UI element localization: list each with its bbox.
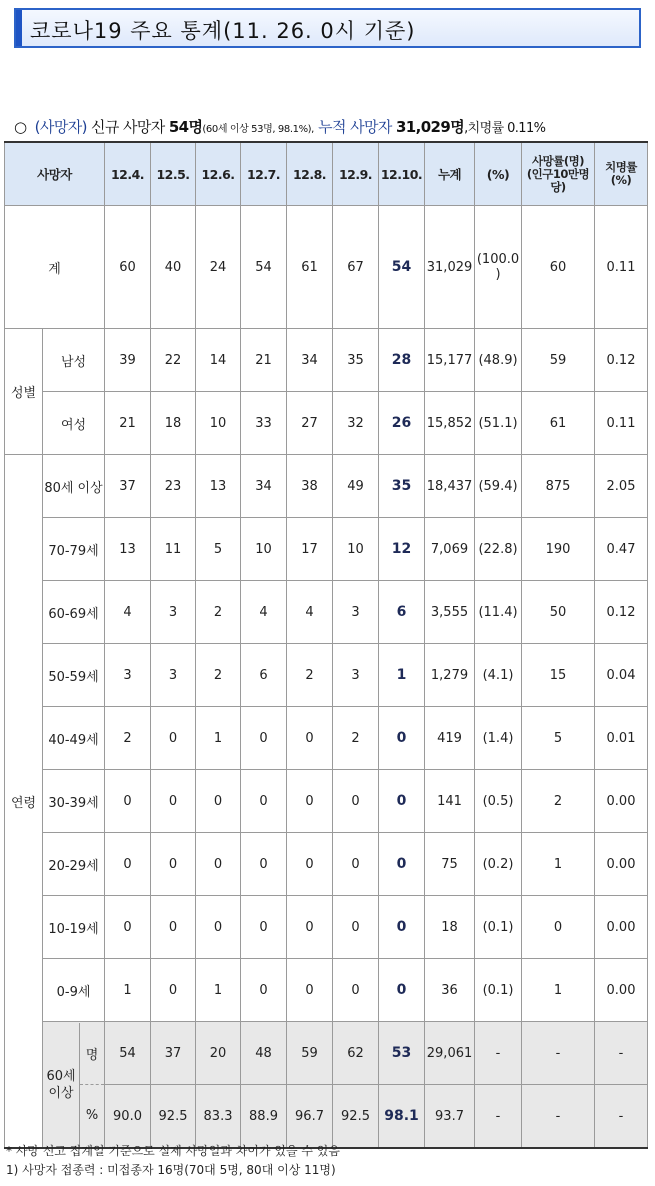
table-cell: 0 — [241, 959, 287, 1022]
table-cell: - — [595, 1022, 648, 1085]
table-cell: 0 — [287, 896, 333, 959]
table-cell: 12 — [379, 518, 425, 581]
group-label: 연령 — [5, 455, 43, 1149]
table-cell: 54 — [241, 206, 287, 329]
table-cell: (11.4) — [475, 581, 522, 644]
table-cell: 0 — [287, 959, 333, 1022]
footnotes — [6, 1142, 340, 1180]
table-cell: 3 — [151, 644, 196, 707]
table-cell: 54 — [379, 206, 425, 329]
header-cell: 12.7. — [241, 142, 287, 206]
over60-percent-label: % — [85, 1108, 99, 1124]
row-label: 여성 — [43, 392, 105, 455]
table-cell: 3,555 — [425, 581, 475, 644]
table-cell: 0 — [287, 707, 333, 770]
header-cell: 12.4. — [105, 142, 151, 206]
table-cell: 0 — [287, 770, 333, 833]
table-cell: 98.1 — [379, 1085, 425, 1149]
table-cell: 5 — [522, 707, 595, 770]
table-cell: 34 — [287, 329, 333, 392]
table-cell: 0 — [105, 770, 151, 833]
table-cell: 90.0 — [105, 1085, 151, 1149]
table-cell: (22.8) — [475, 518, 522, 581]
table-cell: (48.9) — [475, 329, 522, 392]
table-cell: (0.1) — [475, 896, 522, 959]
table-cell: 0 — [151, 833, 196, 896]
group-label: 성별 — [5, 329, 43, 455]
table-cell: 1 — [196, 707, 241, 770]
title-bar — [14, 8, 641, 48]
table-cell: 10 — [196, 392, 241, 455]
table-cell: 37 — [105, 455, 151, 518]
header-cell: 사망자 — [5, 142, 105, 206]
table-cell: - — [595, 1085, 648, 1149]
summary-new-label: 신규 사망자 — [91, 118, 165, 136]
table-cell: 3 — [333, 644, 379, 707]
header-cell: 사망률(명) (인구10만명당) — [522, 142, 595, 206]
header-cell: 12.8. — [287, 142, 333, 206]
row-label: 남성 — [43, 329, 105, 392]
table-cell: 34 — [241, 455, 287, 518]
table-cell: 2 — [196, 644, 241, 707]
table-cell: 39 — [105, 329, 151, 392]
table-cell: 0.12 — [595, 581, 648, 644]
table-row — [5, 392, 648, 455]
table-row — [5, 581, 648, 644]
header-cell: 12.9. — [333, 142, 379, 206]
table-cell: 4 — [287, 581, 333, 644]
header-cell: 12.6. — [196, 142, 241, 206]
bullet-circle-icon: ○ — [14, 118, 27, 136]
title-accent — [16, 10, 22, 46]
table-cell: 1 — [196, 959, 241, 1022]
table-cell: 1 — [105, 959, 151, 1022]
over60-label-cell — [43, 1022, 105, 1149]
table-cell: 15,177 — [425, 329, 475, 392]
table-cell: 62 — [333, 1022, 379, 1085]
table-cell: 0.00 — [595, 770, 648, 833]
table-row — [5, 518, 648, 581]
header-cell: 12.5. — [151, 142, 196, 206]
table-cell: (4.1) — [475, 644, 522, 707]
table-cell: 0 — [241, 833, 287, 896]
table-cell: 0.00 — [595, 833, 648, 896]
table-cell: 22 — [151, 329, 196, 392]
row-label: 0-9세 — [43, 959, 105, 1022]
table-cell: 75 — [425, 833, 475, 896]
table-cell: 17 — [287, 518, 333, 581]
table-cell: 0.11 — [595, 392, 648, 455]
summary-cum-count: 31,029명 — [395, 118, 465, 136]
table-cell: 0.47 — [595, 518, 648, 581]
table-cell: 38 — [287, 455, 333, 518]
table-cell: 7,069 — [425, 518, 475, 581]
over60-group-label: 60세 이상 — [43, 1023, 80, 1147]
table-cell: 0 — [105, 896, 151, 959]
table-cell: 54 — [105, 1022, 151, 1085]
row-label: 30-39세 — [43, 770, 105, 833]
row-label: 50-59세 — [43, 644, 105, 707]
row-label: 40-49세 — [43, 707, 105, 770]
table-cell: 18,437 — [425, 455, 475, 518]
summary-line — [14, 116, 654, 137]
table-cell: 59 — [287, 1022, 333, 1085]
table-cell: 48 — [241, 1022, 287, 1085]
table-cell: 35 — [379, 455, 425, 518]
row-label: 60-69세 — [43, 581, 105, 644]
table-cell: 88.9 — [241, 1085, 287, 1149]
table-cell: 93.7 — [425, 1085, 475, 1149]
table-cell: 3 — [333, 581, 379, 644]
table-cell: (0.1) — [475, 959, 522, 1022]
table-cell: 27 — [287, 392, 333, 455]
table-cell: 59 — [522, 329, 595, 392]
row-label: 20-29세 — [43, 833, 105, 896]
table-cell: 15 — [522, 644, 595, 707]
table-cell: 96.7 — [287, 1085, 333, 1149]
table-cell: 24 — [196, 206, 241, 329]
table-row — [5, 206, 648, 329]
table-row — [5, 896, 648, 959]
table-cell: 0 — [379, 770, 425, 833]
table-cell: 2 — [105, 707, 151, 770]
table-cell: 0 — [151, 959, 196, 1022]
header-cell: (%) — [475, 142, 522, 206]
table-cell: (51.1) — [475, 392, 522, 455]
table-cell: 0.00 — [595, 959, 648, 1022]
table-cell: 0.12 — [595, 329, 648, 392]
table-cell: 1,279 — [425, 644, 475, 707]
table-cell: 0 — [522, 896, 595, 959]
table-cell: (0.2) — [475, 833, 522, 896]
table-cell: 67 — [333, 206, 379, 329]
table-cell: - — [522, 1085, 595, 1149]
table-cell: 0 — [379, 707, 425, 770]
table-cell: 29,061 — [425, 1022, 475, 1085]
table-cell: 1 — [379, 644, 425, 707]
table-cell: 1 — [522, 833, 595, 896]
table-cell: 83.3 — [196, 1085, 241, 1149]
table-cell: 0 — [151, 707, 196, 770]
table-cell: 0 — [379, 833, 425, 896]
summary-new-count: 54명 — [168, 118, 203, 136]
table-cell: 1 — [522, 959, 595, 1022]
table-cell: 21 — [105, 392, 151, 455]
summary-head: (사망자) — [34, 118, 87, 136]
table-cell: 21 — [241, 329, 287, 392]
table-cell: 0 — [333, 770, 379, 833]
table-row — [5, 329, 648, 392]
table-cell: 0 — [151, 770, 196, 833]
table-cell: 33 — [241, 392, 287, 455]
table-cell: 50 — [522, 581, 595, 644]
table-cell: 4 — [241, 581, 287, 644]
table-cell: 37 — [151, 1022, 196, 1085]
table-cell: 2 — [196, 581, 241, 644]
table-cell: 28 — [379, 329, 425, 392]
table-cell: 0 — [379, 959, 425, 1022]
table-cell: (100.0 ) — [475, 206, 522, 329]
footnote: * 사망 신고 집계일 기준으로 실제 사망일과 차이가 있을 수 있음 — [6, 1144, 340, 1158]
table-cell: - — [475, 1085, 522, 1149]
header-cell: 치명률 (%) — [595, 142, 648, 206]
page-title: 코로나19 주요 통계(11. 26. 0시 기준) — [30, 19, 416, 43]
table-row — [5, 959, 648, 1022]
table-cell: 0.11 — [595, 206, 648, 329]
table-cell: 3 — [151, 581, 196, 644]
summary-cum-label: 누적 사망자 — [318, 118, 392, 136]
table-row — [5, 644, 648, 707]
table-cell: - — [522, 1022, 595, 1085]
table-cell: 61 — [522, 392, 595, 455]
row-label: 10-19세 — [43, 896, 105, 959]
table-cell: 0 — [196, 896, 241, 959]
header-row — [5, 142, 648, 206]
table-row — [5, 770, 648, 833]
table-cell: 40 — [151, 206, 196, 329]
table-cell: 419 — [425, 707, 475, 770]
table-cell: 0.04 — [595, 644, 648, 707]
table-cell: 2.05 — [595, 455, 648, 518]
table-cell: 14 — [196, 329, 241, 392]
table-cell: 2 — [522, 770, 595, 833]
table-cell: 32 — [333, 392, 379, 455]
table-cell: 0 — [241, 896, 287, 959]
table-cell: 0 — [105, 833, 151, 896]
table-cell: 0 — [333, 896, 379, 959]
table-cell: 0 — [287, 833, 333, 896]
table-row — [5, 1022, 648, 1085]
table-row — [5, 707, 648, 770]
table-cell: 61 — [287, 206, 333, 329]
table-cell: 0 — [333, 833, 379, 896]
table-row — [5, 833, 648, 896]
table-cell: 31,029 — [425, 206, 475, 329]
table-row — [5, 455, 648, 518]
table-cell: 60 — [522, 206, 595, 329]
table-cell: 10 — [241, 518, 287, 581]
table-cell: 0 — [241, 770, 287, 833]
table-cell: 141 — [425, 770, 475, 833]
header-cell: 누계 — [425, 142, 475, 206]
table-cell: 15,852 — [425, 392, 475, 455]
table-cell: 190 — [522, 518, 595, 581]
table-cell: 92.5 — [151, 1085, 196, 1149]
table-cell: 875 — [522, 455, 595, 518]
summary-new-detail: (60세 이상 53명, 98.1%), — [202, 124, 314, 135]
table-cell: (59.4) — [475, 455, 522, 518]
table-cell: 18 — [151, 392, 196, 455]
table-cell: 0 — [151, 896, 196, 959]
table-cell: 10 — [333, 518, 379, 581]
table-cell: 20 — [196, 1022, 241, 1085]
row-label: 70-79세 — [43, 518, 105, 581]
table-cell: 5 — [196, 518, 241, 581]
table-cell: 36 — [425, 959, 475, 1022]
row-label: 계 — [5, 206, 105, 329]
table-cell: 23 — [151, 455, 196, 518]
table-cell: 13 — [105, 518, 151, 581]
table-cell: 53 — [379, 1022, 425, 1085]
table-cell: 0.00 — [595, 896, 648, 959]
row-label: 80세 이상 — [43, 455, 105, 518]
table-cell: 92.5 — [333, 1085, 379, 1149]
table-cell: 0 — [333, 959, 379, 1022]
table-cell: 0 — [379, 896, 425, 959]
header-cell: 12.10. — [379, 142, 425, 206]
table-cell: (0.5) — [475, 770, 522, 833]
table-cell: 35 — [333, 329, 379, 392]
table-cell: 0.01 — [595, 707, 648, 770]
table-cell: 49 — [333, 455, 379, 518]
table-cell: 60 — [105, 206, 151, 329]
over60-count-label: 명 — [80, 1023, 104, 1086]
table-cell: 6 — [241, 644, 287, 707]
table-cell: 6 — [379, 581, 425, 644]
table-cell: 11 — [151, 518, 196, 581]
table-cell: 26 — [379, 392, 425, 455]
table-cell: (1.4) — [475, 707, 522, 770]
table-cell: 4 — [105, 581, 151, 644]
table-cell: 0 — [196, 770, 241, 833]
table-cell: 13 — [196, 455, 241, 518]
table-cell: 3 — [105, 644, 151, 707]
table-cell: 2 — [333, 707, 379, 770]
table-cell: 0 — [196, 833, 241, 896]
summary-cfr: ,치명률 0.11% — [464, 121, 546, 136]
table-cell: 18 — [425, 896, 475, 959]
table-cell: - — [475, 1022, 522, 1085]
table-cell: 2 — [287, 644, 333, 707]
table-cell: 0 — [241, 707, 287, 770]
deaths-table — [4, 141, 648, 1149]
footnote: 1) 사망자 접종력 : 미접종자 16명(70대 5명, 80대 이상 11명) — [6, 1163, 336, 1177]
